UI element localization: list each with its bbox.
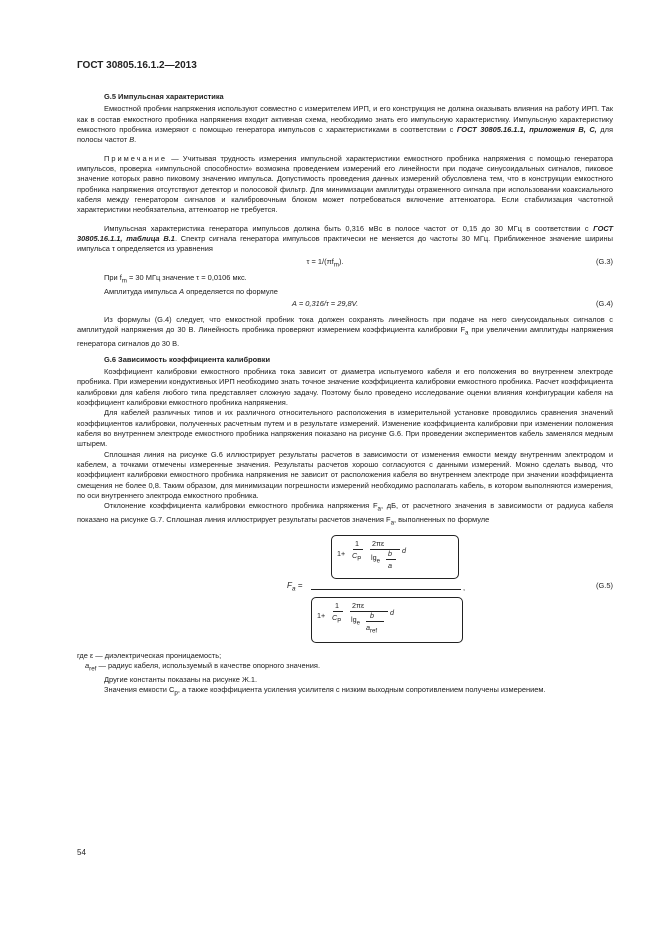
paragraph-g5-5: Из формулы (G.4) следует, что емкостной пробник тока должен сохранять линейность при подаче на него синусоидальных сигналов с амплитудой напряжения до 30 В. Линейность пробника проверяют измерением коэффициента калибровки $F_a$ при увеличении амплитуды напряжения генератора сигналов до 30 В. xyxy=(77,314,613,349)
paragraph-g6-4: Отклонение коэффициента калибровки емкостного пробника напряжения $F_a$, дБ, от расчетного значения в зависимости от радиуса кабеля показано на рисунке G.7. Сплошная линия иллюстрирует результаты расчетов значения $F_a$, выполненных по формуле xyxy=(77,501,613,527)
note-paragraph: Примечание — Учитывая трудность измерения импульсной характеристики емкостного пробника напряжения с помощью генератора импульсов, проверка «импульсной способности» возможна проведением измерений его линейности при подаче синусоидальных сигналов, пиковое значение которых равно пиковому значению импульса. Допустимость проведения данных измерений обусловлена тем, что в конструкции емкостного пробника напряжения отсутствуют детектор и полосовой фильтр. Для минимизации амплитуды отраженного сигнала при использовании коаксиального кабеля между генератором сигналов и калибровочным блоком может потребоваться включение аттенюатора. Если стабилизация частотной характеристики необязательна, аттенюатор не требуется. xyxy=(77,153,613,215)
table-ref: ГОСТ 30805.16.1.1, таблица В.1 xyxy=(77,223,613,244)
equation-number: (G.4) xyxy=(596,298,613,308)
paragraph-g5-2: Импульсная характеристика генератора импульсов должна быть 0,316 мВс в полосе частот от 0,15 до 30 МГц в соответствии с ГОСТ 30805.16.1.1, таблица В.1. Спектр сигнала генератора импульсов практически не меняется до частоты 30 МГц. Приближенное значение ширины импульса τ определяется из уравнения xyxy=(77,223,613,254)
paragraph-g5-1: Емкостной пробник напряжения используют совместно с измерителем ИРП, и его конструкция не должна оказывать влияния на работу ИРП. Так как в состав емкостного пробника напряжения входит активная схема, необходимо знать его импульсную характеристику. Импульсную характеристику емкостного пробника измеряют с помощью генератора импульсов с характеристиками в соответствии с ГОСТ 30805.16.1.1, приложения В, С, для полосы частот В. xyxy=(77,104,613,145)
paragraph-capacitance: Значения емкости $C_p$, а также коэффициента усиления усилителя с низким выходным сопротивлением получены измерением. xyxy=(104,685,546,697)
page-number: 54 xyxy=(77,848,86,857)
equation-g5: $F_a$ = 1+ 1 $C_P$ 2πε $\lg_e$ b a d 1+ 1 $C_P$ 2πε $\lg_e$ b $a_{ref}$ d , (G.5) xyxy=(77,531,613,647)
where-epsilon: где ε — диэлектрическая проницаемость; xyxy=(77,650,222,660)
equation-g3: $\tau = 1/(\pi f_m)$. (G.3) xyxy=(306,256,613,269)
note-label: Примечание xyxy=(104,153,168,163)
equation-lhs: $F_a$ = xyxy=(287,580,303,593)
paragraph-g6-2: Для кабелей различных типов и их различного относительного расположения в измерительной установке проводились сравнения значений коэффициентов калибровки, полученных расчетным путем и в результате измерений. Изменение коэффициента калибровки при изменении положения кабеля во внутреннем электроде емкостного пробника напряжения показано на рисунке G.6. При проведении экспериментов кабель заменялся медным штырем. xyxy=(77,408,613,449)
equation-g4: А = 0,316/τ = 29,8V. (G.4) xyxy=(291,298,613,308)
equation-number: (G.3) xyxy=(596,256,613,266)
paragraph-g6-3: Сплошная линия на рисунке G.6 иллюстрирует результаты расчетов в зависимости от изменения емкости между внутренним электродом и кабелем, а точками отмечены измеренные значения. Результаты расчетов хорошо согласуются с данными измерений. Можно сделать вывод, что коэффициент калибровки емкостного пробника напряжения не зависит от расположения кабеля во внутреннем электроде при значении коэффициента смещения не более 0,8. Таким образом, для минимизации погрешности измерений необходимо располагать кабель, в котором выполняются измерения, по оси внутреннего электрода емкостного пробника. xyxy=(77,449,613,500)
section-g5-title: G.5 Импульсная характеристика xyxy=(104,92,224,101)
standard-ref: ГОСТ 30805.16.1.1, приложения В, С, xyxy=(456,125,597,135)
where-aref: $a_{ref}$ — радиус кабеля, используемый в качестве опорного значения. xyxy=(85,661,321,673)
paragraph-g5-4: Амплитуда импульса А определяется по формуле xyxy=(104,286,278,296)
document-body xyxy=(77,92,613,699)
paragraph-constants: Другие константы показаны на рисунке Ж.1. xyxy=(104,675,258,685)
paragraph-g6-1: Коэффициент калибровки емкостного пробника тока зависит от диаметра испытуемого кабеля и его положения во внутреннем электроде пробника. При измерении кондуктивных ИРП необходимо знать точное значение коэффициента калибровки емкостного пробника. Расчет коэффициента калибровки для кабеля любого типа представляет сложную задачу. Поэтому было проведено исследование оценки влияния конфигурации кабеля на коэффициент калибровки емкостного пробника напряжения. xyxy=(77,366,613,407)
document-header: ГОСТ 30805.16.1.2—2013 xyxy=(77,60,197,71)
equation-number: (G.5) xyxy=(596,580,613,590)
paragraph-g5-3: При $f_m = 30$ МГц значение τ = 0,0106 мкс. xyxy=(104,272,247,285)
section-g6-title: G.6 Зависимость коэффициента калибровки xyxy=(104,354,271,364)
numerator-bracket xyxy=(331,535,459,579)
